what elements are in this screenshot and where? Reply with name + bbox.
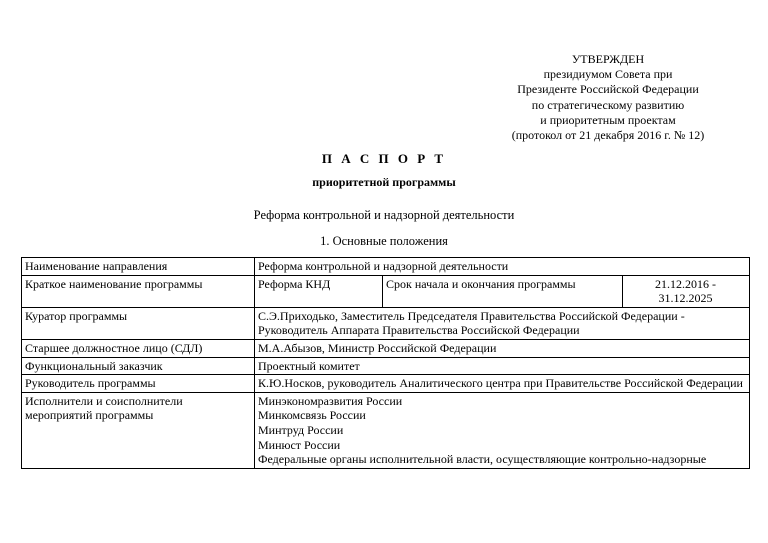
customer-value: Проектный комитет [255, 357, 750, 375]
document-subtitle: приоритетной программы [312, 175, 456, 189]
table-row [22, 275, 750, 307]
executor-item: Минэкономразвития России [258, 393, 403, 408]
executor-item: Минкомсвязь России [258, 408, 366, 423]
table-row [22, 357, 750, 375]
head-value: К.Ю.Носков, руководитель Аналитического центра при Правительстве Российской Федерации [255, 375, 750, 393]
executors-list [255, 392, 750, 468]
table-row [22, 307, 750, 339]
program-name: Реформа контрольной и надзорной деятельности [253, 208, 515, 222]
approval-line: Президенте Российской Федерации [517, 82, 699, 97]
section-title: 1. Основные положения [320, 234, 448, 248]
table-row [22, 375, 750, 393]
table-row [22, 392, 750, 468]
curator-value: С.Э.Приходько, Заместитель Председателя Правительства Российской Федерации - Руководитель Аппарата Правительства Российской Федерации [255, 307, 750, 339]
term-end: 31.12.2025 [658, 291, 713, 306]
executor-item: Минтруд России [258, 422, 344, 437]
document-title: П А С П О Р Т [321, 151, 447, 166]
approval-line: президиумом Совета при [543, 67, 673, 82]
direction-label: Наименование направления [22, 258, 255, 276]
term-start: 21.12.2016 - [655, 276, 716, 291]
curator-label: Куратор программы [22, 307, 255, 339]
approval-line: по стратегическому развитию [531, 97, 685, 112]
executors-label: Исполнители и соисполнители мероприятий программы [22, 392, 255, 468]
customer-label: Функциональный заказчик [22, 357, 255, 375]
table-row [22, 339, 750, 357]
approval-line: УТВЕРЖДЕН [571, 52, 645, 66]
short-name-label: Краткое наименование программы [22, 275, 255, 307]
senior-official-value: М.А.Абызов, Министр Российской Федерации [255, 339, 750, 357]
term-label: Срок начала и окончания программы [383, 275, 623, 307]
table-row [22, 258, 750, 276]
head-label: Руководитель программы [22, 375, 255, 393]
passport-table [21, 257, 750, 469]
approval-block [486, 52, 730, 143]
approval-line: (протокол от 21 декабря 2016 г. № 12) [511, 128, 705, 143]
approval-line: и приоритетным проектам [540, 112, 676, 127]
term-value [623, 275, 750, 307]
executor-item: Федеральные органы исполнительной власти, осуществляющие контрольно-надзорные [258, 452, 707, 467]
direction-value: Реформа контрольной и надзорной деятельности [255, 258, 750, 276]
short-name-value: Реформа КНД [255, 275, 383, 307]
senior-official-label: Старшее должностное лицо (СДЛ) [22, 339, 255, 357]
executor-item: Минюст России [258, 437, 341, 452]
